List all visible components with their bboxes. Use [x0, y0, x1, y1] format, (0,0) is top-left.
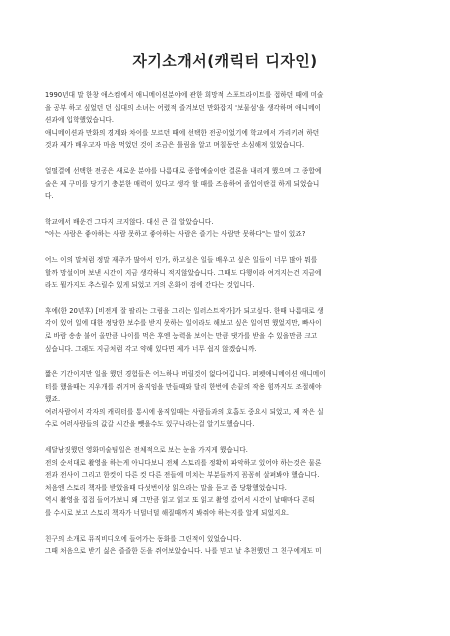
text-line: 전과 전사이 그리고 한컷이 다른 컷 다른 전들에 미치는 부분들까지 꼼꼼히 살펴봐야 했습니다.	[45, 471, 320, 480]
text-line: 각이 있어 일에 대한 정당한 보수를 받지 못하는 일이라도 해보고 싶은 일이면 했었지만, 빠사이	[45, 319, 322, 328]
text-line: 술은 제 구미를 당기기 충분한 매력이 있다고 생각 할 때를 즈음하여 졸업이란걸 하게 되었습니	[45, 179, 320, 188]
text-line: 학교에서 배운건 그다지 크지않다. 대신 큰 걸 알았습니다.	[45, 217, 214, 226]
paragraph-3	[45, 216, 405, 241]
paragraph-8	[45, 533, 405, 558]
text-line: 을 공부 하고 싶었던 던 십대의 소녀는 어렸적 즐겨보던 만화잡지 '보물섬'을 생각하며 애니메이	[45, 103, 322, 112]
text-line: 처음엔 스토리 책자를 받았을때 다섯번이상 읽으라는 말을 듣고 좀 당황했었습니다.	[45, 483, 287, 492]
paragraph-2	[45, 165, 405, 203]
text-line: 터를 했을때는 지우개를 쥐거며 움직임을 만들때와 달리 한번에 손끝의 작용 힘까지도 조절해야	[45, 382, 322, 391]
text-line: 싶습니다. 그래도 지금처럼 각고 약해 있다면 제가 너무 쉽지 않겠습니까.	[45, 344, 257, 353]
text-line: 라도 뭘가지도 추스릴수 있게 되었고 거의 온화이 검에 간다는 것입니다.	[45, 281, 255, 290]
document-title: 자기소개서(캐릭터 디자인)	[132, 52, 318, 70]
text-line: 할까 망설이며 보낸 시간이 지금 생각하니 적지않았습니다. 그때도 다행이라 여겨지는건 지금에	[45, 268, 322, 277]
text-line: 역시 촬영을 집접 들어가보니 왜 그만큼 읽고 읽고 또 읽고 촬영 갔어서 시간이 날때마다 콘티	[45, 496, 316, 505]
paragraph-5	[45, 305, 405, 355]
text-line: 것과 제가 배우고자 마음 먹었던 것이 조금은 틀림을 알고 며칠동안 소심해져 있었습니다.	[45, 141, 305, 150]
text-line: 친구의 소개로 뮤직비디오에 들어가는 동화를 그린적이 있었습니다.	[45, 534, 242, 543]
paragraph-7	[45, 444, 405, 520]
text-line: 션과에 입학했었습니다.	[45, 116, 115, 125]
text-line: 여러사람이서 각자의 캐릭터를 통시에 움직일때는 사람들과의 호흡도 중요시 되었고, 제 작은 실	[45, 407, 324, 416]
text-line: 1990년대 말 한창 애스컴에서 애니메이션분야에 관한 희망적 스포트라이트를 접하던 때에 미술	[45, 91, 324, 99]
text-line: 어느 이의 말처럼 정말 재주가 많아서 인가, 하고싶은 일들 배우고 싶은 일들이 너무 많아 뭐를	[45, 255, 318, 264]
text-line: 그때 처음으로 받기 싫은 즐즐한 돈을 쥐어보았습니다. 나를 믿고 날 추천했던 그 친구에게도 미	[45, 547, 322, 556]
paragraph-4	[45, 254, 405, 292]
text-line: 짧은 기간이지만 일을 했던 경험들은 어느하나 버릴것이 없다여깁니다. 퍼펫애니메이션 애니메이	[45, 370, 326, 379]
text-line: 세달남짓했던 영화미술팀일은 전체적으로 보는 눈을 가지게 했습니다.	[45, 446, 248, 455]
text-line: "아는 사람은 좋아하는 사람 못하고 좋아하는 사람은 즐기는 사람만 못하다"는 말이 있죠?	[45, 230, 306, 239]
text-line: 수로 여러사람들의 값갈 시간을 뺏을수도 있구나라는걸 알기도했습니다.	[45, 420, 255, 429]
text-line: 전의 순서대로 촬영을 하는게 아니다보니 전체 스토리를 정확히 파악하고 있어야 하는것은 물론	[45, 458, 322, 467]
text-line: 로 바람 송송 불어 올만큼 나이를 먹은 후엔 능력을 보이는 만큼 댓가를 받을 수 있을만큼 크고	[45, 331, 318, 340]
text-line: 다.	[45, 192, 54, 201]
text-line: 애니메이션과 만화의 경계와 차이를 모르던 때에 선택한 전공이었기에 학교에서 가리키려 하던	[45, 128, 320, 137]
text-line: 를 수시로 보고 스토리 책자가 너덜너덜 해질때까지 봐줘야 하는지를 알게 되었지요.	[45, 509, 290, 518]
paragraph-1	[45, 89, 405, 152]
text-line: 얼떨결에 선택한 전공은 새로운 분야를 나름대로 종합예술이란 결론을 내리게 했으며 그 종합예	[45, 166, 322, 175]
text-line: 했죠.	[45, 395, 61, 404]
paragraph-6	[45, 368, 405, 431]
text-line: 후에(한 20년후) [비전게 잘 팔리는 그림을 그리는 일러스트작가]가 되고싶다. 한때 나름대로 생	[45, 306, 324, 315]
